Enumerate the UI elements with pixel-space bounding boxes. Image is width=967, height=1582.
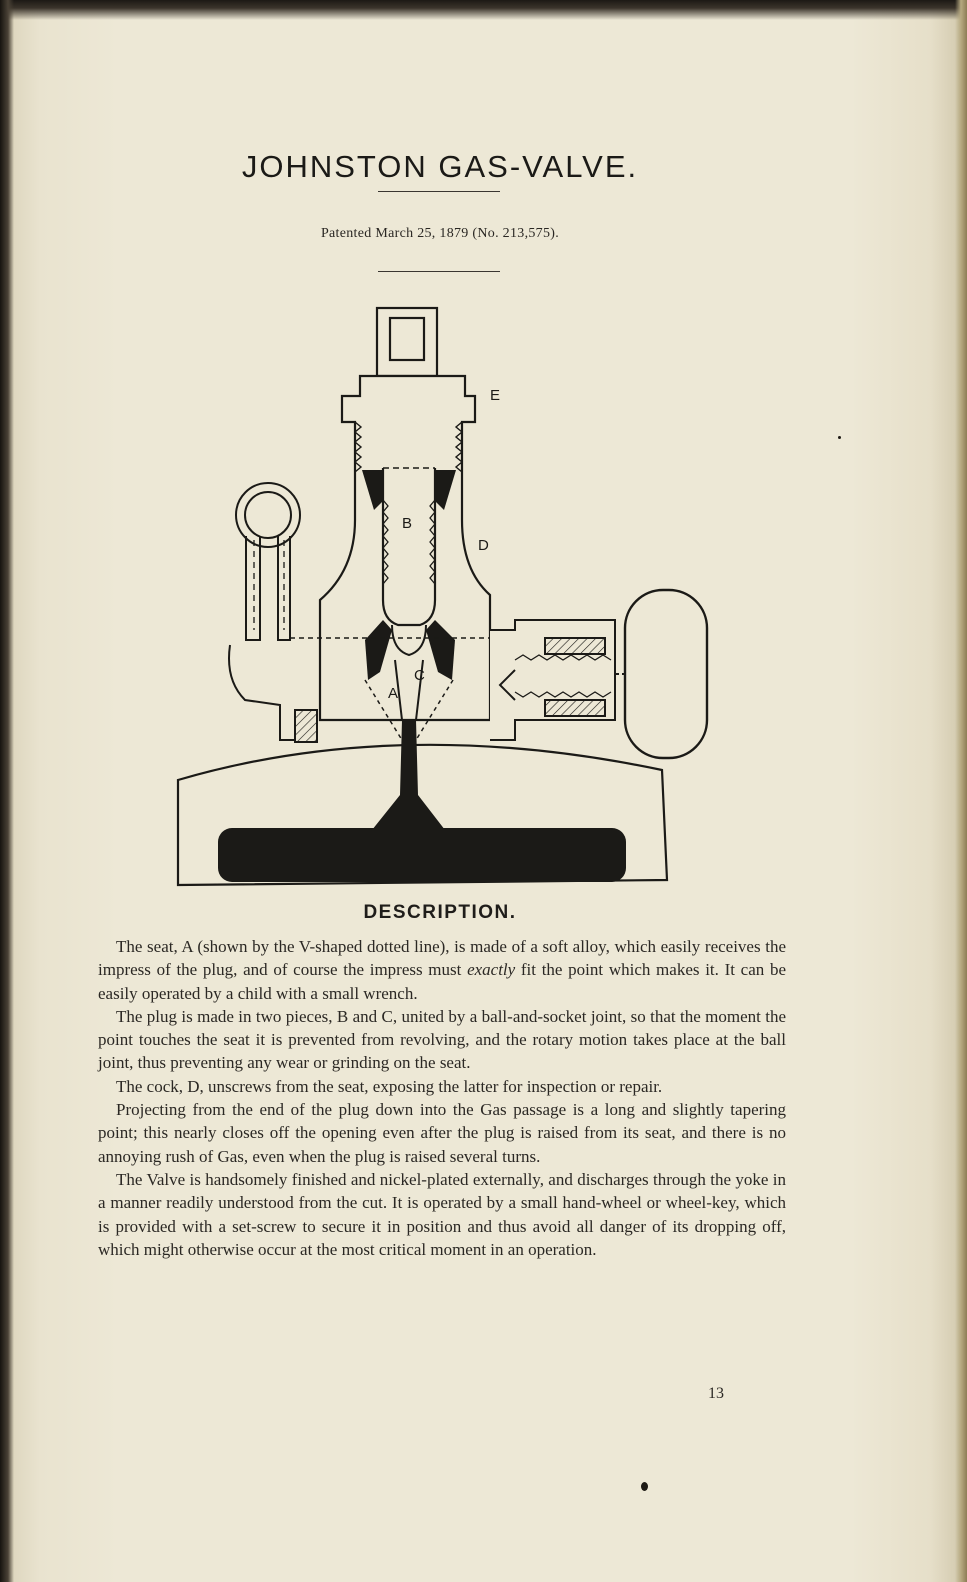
yoke-arm xyxy=(246,536,260,640)
title-rule-bottom xyxy=(378,271,500,272)
outlet-hatch xyxy=(295,710,317,742)
label-d: D xyxy=(478,537,489,554)
page-right-edge xyxy=(955,0,967,1582)
gas-valve-diagram xyxy=(170,300,720,890)
paragraph-1: The seat, A (shown by the V-shaped dotted line), is made of a soft alloy, which easily receives the impress of the plug, and of course the impress must exactly fit the point which makes it. It can be easily operated by a child with a small wrench. xyxy=(98,937,787,1003)
outlet-left xyxy=(229,645,295,740)
page-top-shadow xyxy=(0,0,967,20)
description-heading: DESCRIPTION. xyxy=(363,902,517,923)
ink-speck xyxy=(838,436,841,439)
label-a: A xyxy=(388,685,399,702)
hand-wheel xyxy=(625,590,707,758)
inlet-hatch-top xyxy=(545,638,605,654)
paragraph-5: The Valve is handsomely finished and nickel-plated externally, and discharges through the yoke in a manner readily understood from the cut. It is operated by a small hand-wheel or wheel-key, which is provided with a set-screw to secure it in position and thus avoid all danger of its dropping off, which might otherwise occur at the most critical moment in an operation. xyxy=(98,1169,786,1259)
label-c: C xyxy=(414,667,425,684)
page-number: 13 xyxy=(708,1385,724,1402)
paragraph-4: Projecting from the end of the plug down into the Gas passage is a long and slightly tapering point; this nearly closes off the opening even after the plug is raised from its seat, and there is no annoying rush of Gas, even when the plug is raised several turns. xyxy=(98,1100,786,1166)
description-body xyxy=(98,935,786,1261)
inlet-hatch-bottom xyxy=(545,700,605,716)
label-e: E xyxy=(490,387,501,404)
base-block xyxy=(218,828,626,882)
patent-line: Patented March 25, 1879 (No. 213,575). xyxy=(320,226,560,241)
yoke-arm-dashed xyxy=(254,540,284,630)
paragraph-3: The cock, D, unscrews from the seat, exposing the latter for inspection or repair. xyxy=(116,1076,663,1096)
page-title: JOHNSTON GAS-VALVE. xyxy=(241,148,639,184)
cock-body-d xyxy=(320,376,490,720)
emphasis-exactly: exactly xyxy=(467,960,516,980)
ink-speck xyxy=(641,1482,648,1491)
title-rule-top xyxy=(378,191,500,192)
paragraph-2: The plug is made in two pieces, B and C, united by a ball-and-socket joint, so that the moment the point touches the seat it is prevented from revolving, and the rotary motion takes place at the ball joint, thus preventing any wear or grinding on the seat. xyxy=(98,1006,786,1073)
label-b: B xyxy=(402,515,413,532)
